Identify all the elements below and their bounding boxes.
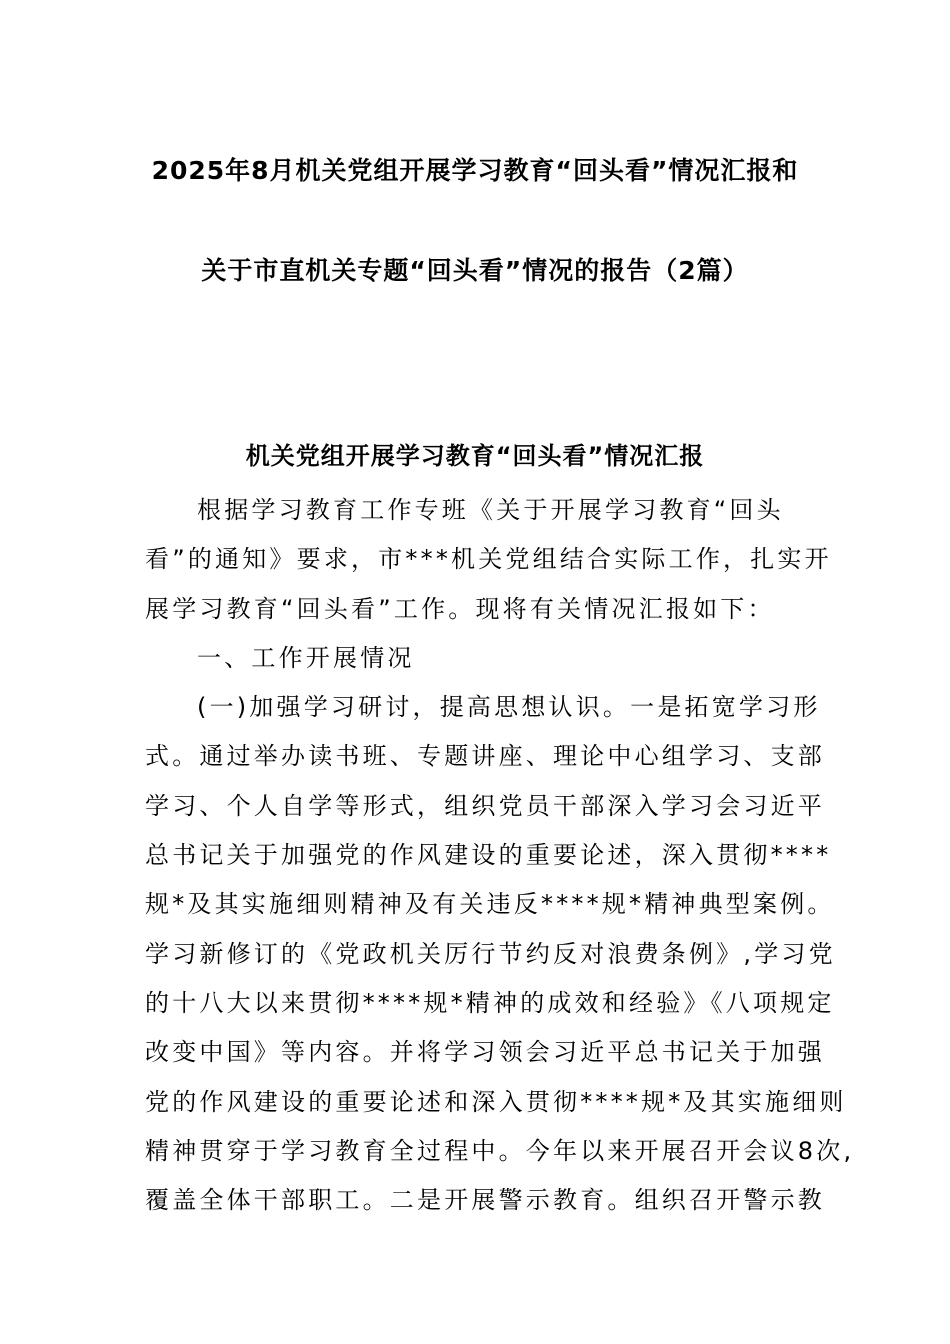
paragraph-line: (一)加强学习研讨，提高思想认识。一是拓宽学习形 bbox=[197, 693, 821, 722]
paragraph-line: 精神贯穿于学习教育全过程中。今年以来开展召开会议8次, bbox=[145, 1136, 855, 1165]
heading-line: 一、工作开展情况 bbox=[197, 643, 415, 672]
paragraph-line: 改变中国》等内容。并将学习领会习近平总书记关于加强 bbox=[145, 1038, 825, 1067]
section-title: 机关党组开展学习教育“回头看”情况汇报 bbox=[245, 442, 705, 470]
document-title-line-1: 2025年8月机关党组开展学习教育“回头看”情况汇报和 bbox=[151, 156, 799, 185]
document-title-line-2: 关于市直机关专题“回头看”情况的报告（2篇） bbox=[201, 256, 749, 285]
body-text bbox=[145, 486, 855, 1225]
paragraph-line: 展学习教育“回头看”工作。现将有关情况汇报如下： bbox=[145, 594, 775, 623]
paragraph-line: 看”的通知》要求，市***机关党组结合实际工作，扎实开 bbox=[145, 545, 832, 574]
paragraph-line: 学习、个人自学等形式，组织党员干部深入学习会习近平 bbox=[145, 791, 825, 820]
paragraph-line: 学习新修订的《党政机关厉行节约反对浪费条例》,学习党 bbox=[145, 939, 836, 968]
paragraph-line: 根据学习教育工作专班《关于开展学习教育“回头 bbox=[197, 496, 784, 524]
paragraph-line: 式。通过举办读书班、专题讲座、理论中心组学习、支部 bbox=[145, 742, 825, 771]
paragraph-line: 覆盖全体干部职工。二是开展警示教育。组织召开警示教 bbox=[145, 1186, 825, 1215]
paragraph-line: 规*及其实施细则精神及有关违反****规*精神典型案例。 bbox=[145, 890, 835, 919]
paragraph-line: 总书记关于加强党的作风建设的重要论述，深入贯彻**** bbox=[145, 841, 832, 870]
paragraph-line: 党的作风建设的重要论述和深入贯彻****规*及其实施细则 bbox=[145, 1087, 847, 1116]
paragraph-line: 的十八大以来贯彻****规*精神的成效和经验》《八项规定 bbox=[145, 988, 835, 1017]
